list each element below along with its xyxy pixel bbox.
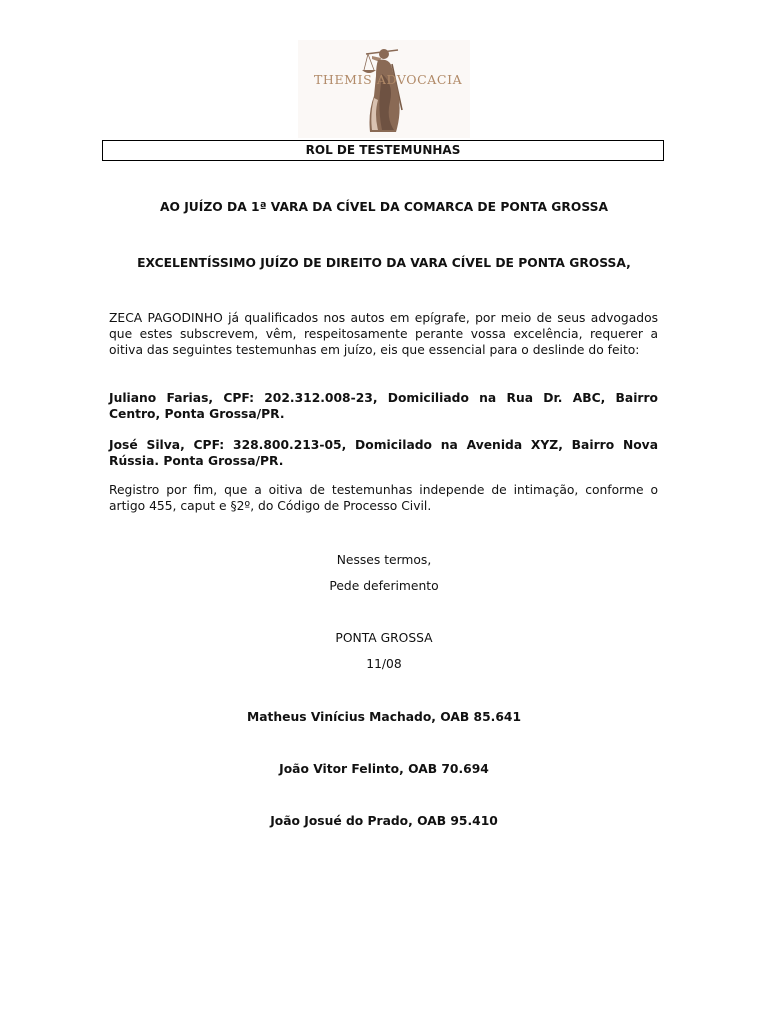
closing-paragraph: Registro por fim, que a oitiva de testemunhas independe de intimação, conforme o artigo 455, caput e §2º, do Código de Processo Civil. — [109, 483, 658, 513]
witness-item: Juliano Farias, CPF: 202.312.008-23, Domiciliado na Rua Dr. ABC, Bairro Centro, Ponta Grossa/PR. — [109, 391, 658, 421]
themis-statue-icon — [298, 40, 470, 138]
court-heading: AO JUÍZO DA 1ª VARA DA CÍVEL DA COMARCA DE PONTA GROSSA — [159, 200, 609, 214]
signatory: Matheus Vinícius Machado, OAB 85.641 — [246, 710, 522, 724]
closing-terms: Nesses termos, — [336, 553, 432, 567]
witness-item: José Silva, CPF: 328.800.213-05, Domicilado na Avenida XYZ, Bairro Nova Rússia. Ponta Grossa/PR. — [109, 438, 658, 468]
date: 11/08 — [366, 657, 402, 671]
law-firm-logo — [298, 40, 470, 138]
salutation: EXCELENTÍSSIMO JUÍZO DE DIREITO DA VARA CÍVEL DE PONTA GROSSA, — [137, 256, 631, 270]
logo-text: THEMIS ADVOCACIA — [314, 72, 463, 87]
city: PONTA GROSSA — [335, 631, 433, 645]
intro-paragraph: ZECA PAGODINHO já qualificados nos autos em epígrafe, por meio de seus advogados que estes subscrevem, vêm, respeitosamente perante vossa excelência, requerer a oitiva das seguintes testemunhas em juízo, eis que essencial para o deslinde do feito: — [109, 311, 658, 357]
signatory: João Vitor Felinto, OAB 70.694 — [279, 762, 489, 776]
document-title: ROL DE TESTEMUNHAS — [102, 140, 664, 161]
request-line: Pede deferimento — [329, 579, 439, 593]
signatory: João Josué do Prado, OAB 95.410 — [270, 814, 498, 828]
